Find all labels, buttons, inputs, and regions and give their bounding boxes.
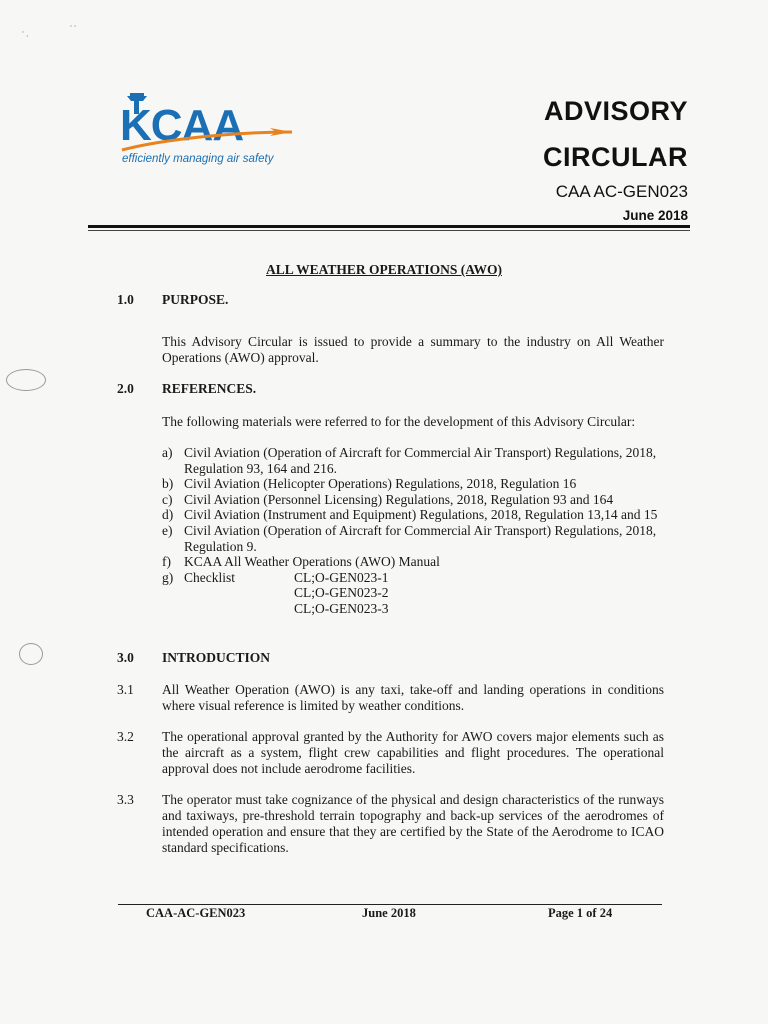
plane-swoosh-icon — [120, 110, 295, 158]
footer-doc-code: CAA-AC-GEN023 — [146, 906, 246, 920]
header-title-line2: CIRCULAR — [543, 142, 688, 172]
list-item: b) Civil Aviation (Helicopter Operations) Regulations, 2018, Regulation 16 — [162, 476, 577, 492]
references-list — [162, 445, 672, 617]
list-item: c) Civil Aviation (Personnel Licensing) Regulations, 2018, Regulation 93 and 164 — [162, 491, 614, 507]
header-title-line1: ADVISORY — [543, 96, 688, 126]
punch-hole — [19, 643, 43, 665]
paragraph-number: 3.3 — [117, 792, 134, 807]
section-number: 3.0 — [117, 650, 134, 665]
checklist-code: CL;O-GEN023-1 — [294, 569, 389, 585]
scan-mark: ' ' — [70, 24, 77, 32]
list-item: f) KCAA All Weather Operations (AWO) Manual — [162, 554, 440, 570]
checklist-code: CL;O-GEN023-3 — [294, 600, 389, 616]
list-item: d) Civil Aviation (Instrument and Equipment) Regulations, 2018, Regulation 13,14 and 15 — [162, 507, 658, 523]
logo-tagline: efficiently managing air safety — [122, 153, 274, 165]
section-number: 1.0 — [117, 292, 134, 307]
header-doc-code: CAA AC-GEN023 — [555, 182, 688, 201]
section-number: 2.0 — [117, 381, 134, 396]
intro-paragraph: The operator must take cognizance of the physical and design characteristics of the runways and taxiways, pre-threshold terrain topography and back-up services of the aerodromes of intended operation and ensure that they are certified by the State of the Aerodrome to ICAO standard specifications. — [162, 792, 664, 855]
list-item: a) Civil Aviation (Operation of Aircraft for Commercial Air Transport) Regulations, 2018, Regulation 93, 164 and 216. — [162, 445, 657, 476]
footer-date: June 2018 — [362, 906, 416, 920]
section-heading-introduction: INTRODUCTION — [162, 650, 271, 665]
list-item: e) Civil Aviation (Operation of Aircraft for Commercial Air Transport) Regulations, 2018, Regulation 9. — [162, 522, 657, 554]
section-heading-purpose: PURPOSE. — [162, 292, 229, 307]
footer-page-number: Page 1 of 24 — [548, 906, 613, 920]
paragraph-number: 3.1 — [117, 682, 134, 697]
intro-paragraph: All Weather Operation (AWO) is any taxi, take-off and landing operations in conditions where visual reference is limited by weather conditions. — [162, 682, 664, 713]
checklist-item: g) Checklist CL;O-GEN023-1 CL;O-GEN023-2 CL;O-GEN023-3 — [162, 569, 389, 616]
header-rule — [88, 225, 690, 228]
section-heading-references: REFERENCES. — [162, 381, 257, 396]
footer-rule — [118, 904, 662, 905]
checklist-code: CL;O-GEN023-2 — [294, 585, 389, 601]
scan-mark: ' , — [22, 30, 29, 38]
header-rule-thin — [88, 230, 690, 231]
document-title: ALL WEATHER OPERATIONS (AWO) — [266, 262, 502, 277]
logo-wordmark: KCAA — [120, 101, 244, 150]
purpose-paragraph: This Advisory Circular is issued to provide a summary to the industry on All Weather Operations (AWO) approval. — [162, 334, 664, 365]
references-intro: The following materials were referred to for the development of this Advisory Circular: — [162, 414, 636, 429]
checklist-label: Checklist — [184, 569, 235, 585]
paragraph-number: 3.2 — [117, 729, 134, 744]
intro-paragraph: The operational approval granted by the Authority for AWO covers major elements such as the aircraft as a system, flight crew capabilities and flight procedures. The operational approval does not include aerodrome facilities. — [162, 729, 664, 776]
punch-hole — [6, 369, 46, 391]
checklist-codes — [294, 570, 389, 617]
header-date: June 2018 — [622, 208, 688, 223]
